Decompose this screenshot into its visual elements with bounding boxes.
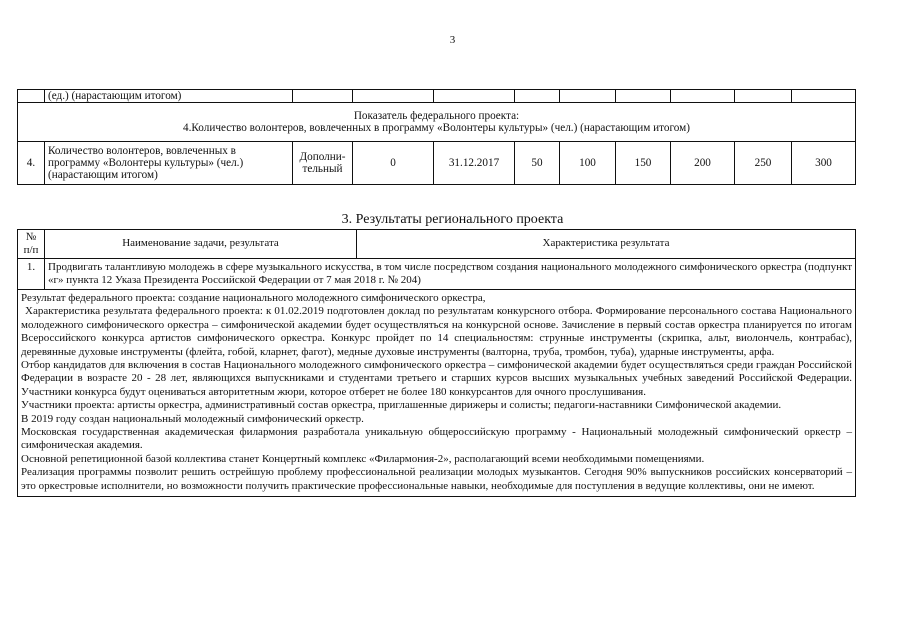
result-paragraph: Основной репетиционной базой коллектива станет Концертный комплекс «Филармония-2», располагающий всеми необходимыми помещениями. xyxy=(21,452,705,465)
page-number: 3 xyxy=(449,34,456,46)
result-paragraph: Московская государственная академическая филармония разработала уникальную общероссийскую программу - Национальный молодежный симфонический оркестр – симфоническая академия. xyxy=(21,426,852,452)
results-header-row xyxy=(18,230,856,259)
indicator-header xyxy=(18,103,856,142)
indicator-value: 250 xyxy=(735,142,792,185)
indicator-value: 50 xyxy=(515,142,560,185)
indicator-value: 100 xyxy=(560,142,616,185)
results-table xyxy=(17,229,856,497)
table-row xyxy=(18,142,856,185)
result-task: Продвигать талантливую молодежь в сфере музыкального искусства, в том числе посредством создания национального молодежного симфонического оркестра (подпункт «г» пункта 12 Указа Президента Российской Федерации от 7 мая 2018 г. № 204) xyxy=(45,259,856,290)
prev-indicator-unit: (ед.) (нарастающим итогом) xyxy=(45,90,293,103)
indicators-table xyxy=(17,89,856,185)
result-paragraph: Результат федерального проекта: создание национального молодежного симфонического оркестра, xyxy=(21,292,486,304)
result-details-row xyxy=(18,290,856,497)
header-task: Наименование задачи, результата xyxy=(45,230,357,259)
indicator-value: 200 xyxy=(671,142,735,185)
header-number: № п/п xyxy=(18,230,45,259)
result-paragraph: Отбор кандидатов для включения в состав Национального молодежного симфонического оркестра – симфонической академии будет осуществляться среди граждан Российской Федерации в возрасте 20 - 28 лет, являющихся выпускниками и студентами третьего и старших курсов высших музыкальных учебных заведений Российской Федерации. Участники конкурса будут оцениваться авторитетным жюри, которое отберет не более 180 конкурсантов для очного прослушивания. xyxy=(21,359,852,398)
header-characteristic: Характеристика результата xyxy=(357,230,856,259)
indicator-value: 150 xyxy=(616,142,671,185)
result-paragraph: Участники проекта: артисты оркестра, административный состав оркестра, приглашенные дирижеры и солисты; педагоги-наставники Симфонической академии. xyxy=(21,399,782,412)
table-row xyxy=(18,90,856,103)
indicator-name: Количество волонтеров, вовлеченных в программу «Волонтеры культуры» (чел.) (нарастающим итогом) xyxy=(45,142,293,185)
indicator-header-row xyxy=(18,103,856,142)
result-number: 1. xyxy=(18,259,45,290)
indicator-header-line2: 4.Количество волонтеров, вовлеченных в программу «Волонтеры культуры» (чел.) (нарастающим итогом) xyxy=(183,122,690,134)
result-paragraph: Реализация программы позволит решить острейшую проблему профессиональной реализации молодых музыкантов. Сегодня 90% выпускников российских консерваторий – это оркестровые исполнители, но возможности получить практические профессиональные навыки, необходимые для поступления в ведущие коллективы, они не имеют. xyxy=(21,466,852,492)
result-paragraph: Характеристика результата федерального проекта: к 01.02.2019 подготовлен доклад по результатам конкурсного отбора. Формирование персонального состава Национального молодежного симфонического оркестра – симфонической академии будет осуществляться на конкурсной основе. Зачисление в первый состав оркестра планируется по итогам Всероссийского конкурса артистов симфонического оркестра. Конкурс пройдет по 14 специальностям: струнные инструменты (скрипка, альт, виолончель, контрабас), деревянные духовые инструменты (флейта, гобой, кларнет, фагот), медные духовые инструменты (валторна, труба, тромбон, туба), ударные инструменты, арфа. xyxy=(21,305,852,358)
section-title: 3. Результаты регионального проекта xyxy=(341,212,564,227)
indicator-base-value: 0 xyxy=(353,142,434,185)
indicator-number: 4. xyxy=(18,142,45,185)
result-paragraph: В 2019 году создан национальный молодежный симфонический оркестр. xyxy=(21,412,364,425)
table-row xyxy=(18,259,856,290)
indicator-base-date: 31.12.2017 xyxy=(434,142,515,185)
indicator-type: Дополни-тельный xyxy=(293,142,353,185)
indicator-value: 300 xyxy=(792,142,856,185)
result-details xyxy=(18,290,856,497)
indicator-header-line1: Показатель федерального проекта: xyxy=(353,110,520,122)
